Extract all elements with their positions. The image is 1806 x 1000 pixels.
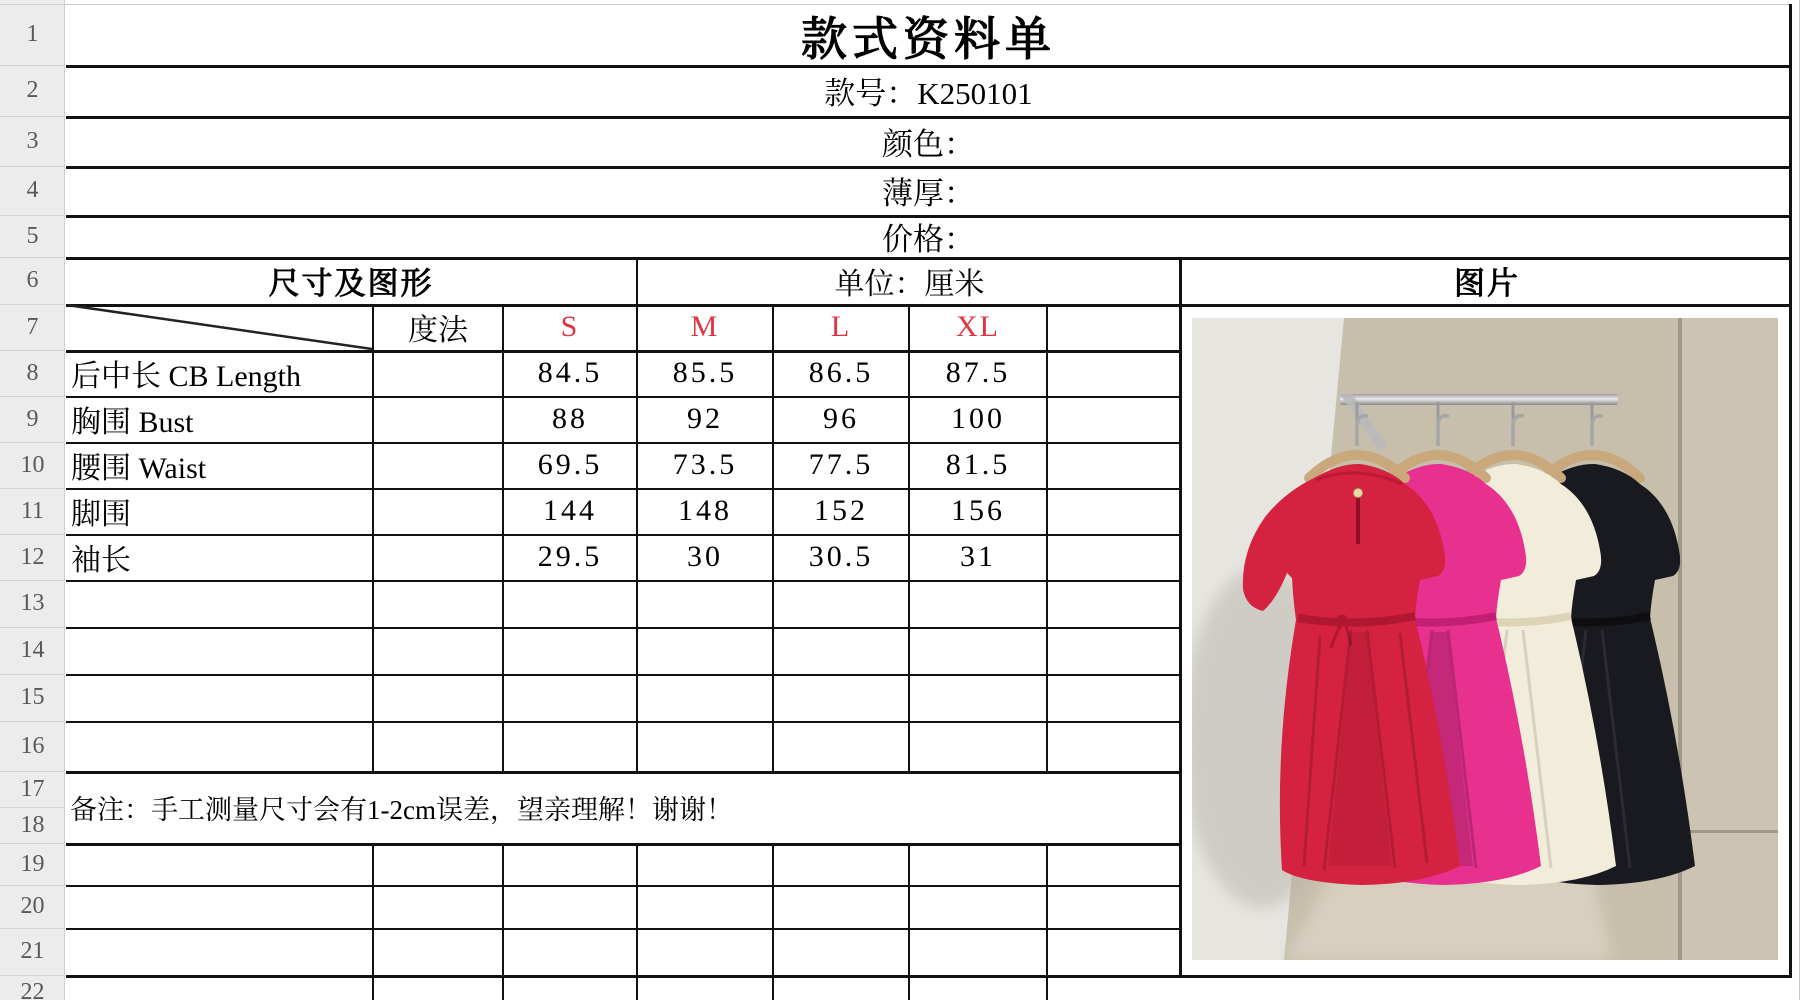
measure-method-header[interactable]: 度法 [408,314,468,347]
grid-line [66,396,1182,398]
grid-line [1799,0,1800,1000]
grid-line [66,674,1182,676]
measure-cell[interactable]: 31 [960,540,996,573]
measure-row-label[interactable]: 后中长 CB Length [71,360,301,393]
grid-line [66,721,1182,723]
size-header-l[interactable]: L [830,310,852,343]
grid-line [65,4,1792,5]
measure-cell[interactable]: 144 [543,494,597,527]
measure-cell[interactable]: 100 [951,402,1005,435]
grid-line [66,843,1182,846]
grid-line [502,304,504,771]
row-number[interactable]: 6 [26,267,39,293]
row-number[interactable]: 8 [26,359,39,386]
grid-line [636,843,638,1000]
row-number[interactable]: 7 [26,313,39,340]
style-number-cell[interactable]: 款号：K250101 [824,76,1033,111]
row-number[interactable]: 2 [26,77,39,103]
grid-line [66,350,1182,353]
row-number[interactable]: 22 [20,979,45,1000]
grid-line [66,442,1182,444]
row-number[interactable]: 13 [20,590,45,616]
photo-grout-line [1682,830,1778,833]
measure-cell[interactable]: 69.5 [537,448,603,481]
grid-line [66,975,1792,978]
measure-row-label[interactable]: 脚围 [71,498,131,531]
grid-line [66,627,1182,629]
grid-line [772,843,774,1000]
row-number[interactable]: 3 [26,127,39,154]
row-number[interactable]: 17 [20,775,45,802]
measure-cell[interactable]: 148 [678,494,732,527]
grid-line [66,116,1792,119]
grid-line [636,257,638,771]
measure-cell[interactable]: 85.5 [672,356,738,389]
row-number[interactable]: 12 [20,543,45,570]
row-number[interactable]: 11 [20,497,45,524]
grid-line [66,534,1182,536]
diagonal-corner-cell [65,304,373,350]
grid-line [66,885,1182,887]
grid-line [1046,843,1048,1000]
measure-cell[interactable]: 81.5 [945,448,1011,481]
row-number[interactable]: 18 [20,811,45,838]
row-number[interactable]: 1 [26,21,39,47]
photo-wall-panel-right [1682,318,1778,960]
grid-line [908,843,910,1000]
price-cell[interactable]: 价格： [882,221,975,257]
grid-line [1179,257,1182,975]
measure-cell[interactable]: 77.5 [808,448,874,481]
grid-line [1789,4,1792,975]
row-number[interactable]: 4 [26,177,39,203]
grid-line [502,843,504,1000]
color-cell[interactable]: 颜色： [882,126,975,162]
section-unit-header[interactable]: 单位：厘米 [834,267,985,301]
measure-cell[interactable]: 92 [687,402,723,435]
row-number[interactable]: 19 [20,850,45,877]
size-header-s[interactable]: S [560,310,580,343]
measure-cell[interactable]: 88 [552,402,588,435]
grid-line [772,304,774,771]
size-header-xl[interactable]: XL [956,310,1000,343]
measure-cell[interactable]: 73.5 [672,448,738,481]
measure-row-label[interactable]: 腰围 Waist [71,452,207,485]
measure-cell[interactable]: 96 [823,402,859,435]
section-size-chart-header[interactable]: 尺寸及图形 [268,266,434,301]
measure-row-label[interactable]: 袖长 [71,544,131,577]
sheet-title-cell[interactable]: 款式资料单 [801,13,1056,65]
button [1354,489,1363,498]
measure-cell[interactable]: 87.5 [945,356,1011,389]
grid-line [66,580,1182,582]
grid-line [66,65,1792,68]
grid-line [908,304,910,771]
grid-line [66,488,1182,490]
grid-line [66,928,1182,930]
measure-cell[interactable]: 29.5 [537,540,603,573]
grid-line [372,304,374,771]
grid-line [66,166,1792,169]
section-picture-header[interactable]: 图片 [1454,266,1520,301]
row-number[interactable]: 5 [26,222,39,249]
clothes-rail [1340,394,1618,405]
row-number[interactable]: 16 [20,732,45,759]
thickness-cell[interactable]: 薄厚： [882,176,975,211]
row-number[interactable]: 14 [20,637,45,663]
measure-cell[interactable]: 86.5 [808,356,874,389]
grid-line [66,215,1792,218]
measure-cell[interactable]: 156 [951,494,1005,527]
grid-line [1046,304,1048,771]
row-number[interactable]: 15 [20,684,45,710]
note-cell[interactable]: 备注：手工测量尺寸会有1-2cm误差，望亲理解！谢谢！ [70,794,733,825]
row-number[interactable]: 10 [20,451,45,478]
gutter-sep [0,975,65,976]
measure-cell[interactable]: 30.5 [808,540,874,573]
grid-line [66,257,1792,260]
row-number[interactable]: 20 [20,893,45,919]
grid-line [372,843,374,1000]
grid-line [66,771,1182,774]
product-photo[interactable] [1192,318,1778,960]
row-number[interactable]: 21 [20,938,45,964]
measure-cell[interactable]: 30 [687,540,723,573]
size-header-m[interactable]: M [690,310,720,343]
measure-cell[interactable]: 152 [814,494,868,527]
measure-cell[interactable]: 84.5 [537,356,603,389]
row-number[interactable]: 9 [26,405,39,432]
measure-row-label[interactable]: 胸围 Bust [71,406,194,439]
